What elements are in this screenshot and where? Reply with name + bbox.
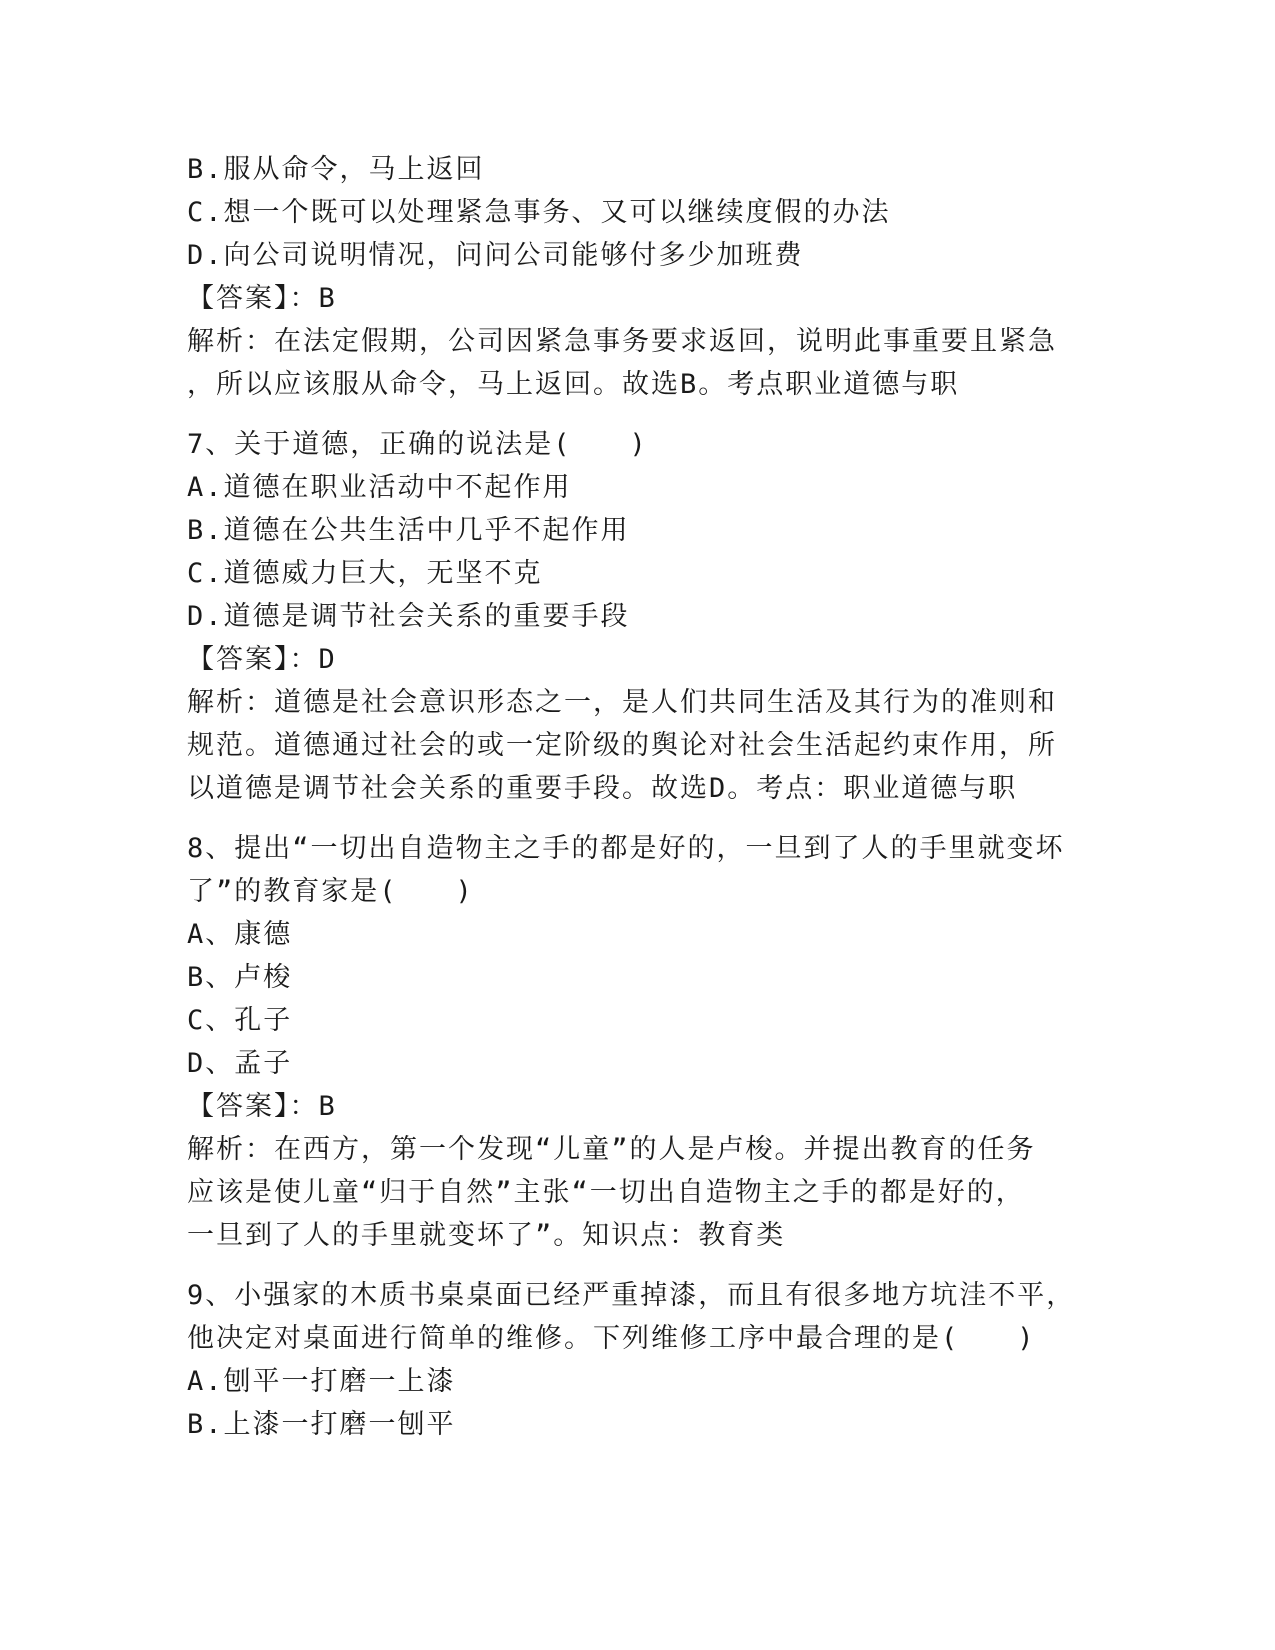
option-a: A、康德 [187, 919, 293, 950]
answer-line: 【答案】：D [187, 644, 337, 675]
spacer [187, 1257, 1087, 1274]
analysis-line: 一旦到了人的手里就变坏了”。知识点：教育类 [187, 1220, 786, 1251]
option-c: C.想一个既可以处理紧急事务、又可以继续度假的办法 [187, 197, 891, 228]
option-d: D.道德是调节社会关系的重要手段 [187, 601, 630, 632]
question-stem: 9、小强家的木质书桌桌面已经严重掉漆，而且有很多地方坑洼不平， [187, 1280, 1076, 1311]
answer-line: 【答案】：B [187, 283, 337, 314]
page-content [187, 148, 1087, 1446]
analysis-line: 应该是使儿童“归于自然”主张“一切出自造物主之手的都是好的， [187, 1177, 1025, 1208]
analysis-line: 解析：在西方，第一个发现“儿童”的人是卢梭。并提出教育的任务 [187, 1134, 1036, 1165]
option-d: D、孟子 [187, 1048, 293, 1079]
question-7-block [187, 423, 1087, 810]
option-a: A.道德在职业活动中不起作用 [187, 472, 572, 503]
option-d: D.向公司说明情况，问问公司能够付多少加班费 [187, 240, 804, 271]
question-stem: 8、提出“一切出自造物主之手的都是好的，一旦到了人的手里就变坏 [187, 833, 1065, 864]
option-b: B.道德在公共生活中几乎不起作用 [187, 515, 630, 546]
option-b: B.服从命令，马上返回 [187, 154, 485, 185]
option-a: A.刨平一打磨一上漆 [187, 1366, 456, 1397]
option-b: B、卢梭 [187, 962, 293, 993]
question-8-block [187, 827, 1087, 1257]
option-b: B.上漆一打磨一刨平 [187, 1409, 456, 1440]
analysis-line: 以道德是调节社会关系的重要手段。故选D。考点：职业道德与职 [187, 773, 1018, 804]
spacer [187, 810, 1087, 827]
question-9-block [187, 1274, 1087, 1446]
option-c: C、孔子 [187, 1005, 293, 1036]
spacer [187, 406, 1087, 423]
analysis-line: ，所以应该服从命令，马上返回。故选B。考点职业道德与职 [187, 369, 960, 400]
question-6-block [187, 148, 1087, 406]
option-c: C.道德威力巨大，无坚不克 [187, 558, 543, 589]
question-stem: 他决定对桌面进行简单的维修。下列维修工序中最合理的是( ) [187, 1323, 1036, 1354]
analysis-line: 解析：在法定假期，公司因紧急事务要求返回，说明此事重要且紧急 [187, 326, 1057, 357]
analysis-line: 规范。道德通过社会的或一定阶级的舆论对社会生活起约束作用，所 [187, 730, 1057, 761]
question-stem: 7、关于道德，正确的说法是( ) [187, 429, 648, 460]
question-stem: 了”的教育家是( ) [187, 876, 474, 907]
analysis-line: 解析：道德是社会意识形态之一，是人们共同生活及其行为的准则和 [187, 687, 1057, 718]
answer-line: 【答案】：B [187, 1091, 337, 1122]
